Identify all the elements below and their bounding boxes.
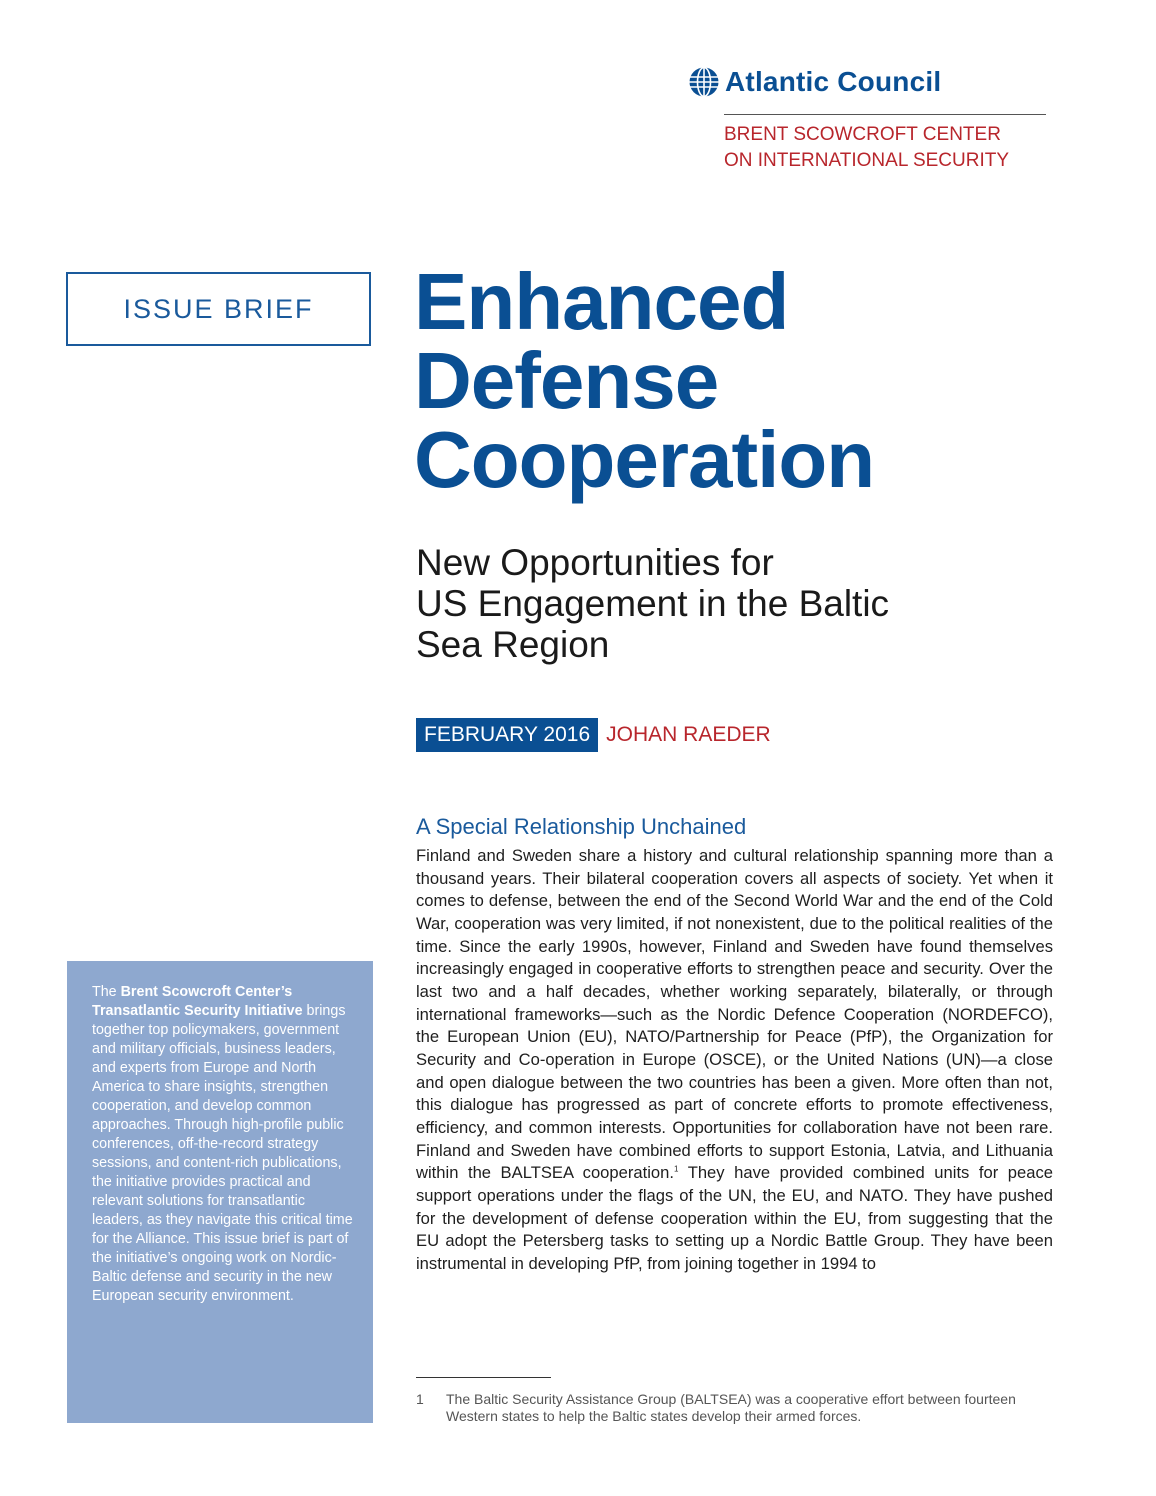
globe-icon: [688, 66, 720, 98]
sidebar-intro: The: [92, 984, 121, 1000]
document-title: Enhanced Defense Cooperation: [414, 257, 875, 504]
center-name: BRENT SCOWCROFT CENTER ON INTERNATIONAL SECURITY: [724, 124, 1010, 171]
footnote: [416, 1391, 1056, 1425]
footnote-reference[interactable]: 1: [674, 1164, 679, 1174]
org-name: Atlantic Council: [725, 66, 942, 97]
body-text-part-1: Finland and Sweden share a history and cultural relationship spanning more than a thousand years. Their bilateral cooperation covers all aspects of society. Yet when it comes to defense, between the end of the Second World War and the end of the Cold War, cooperation was very limited, if not nonexistent, due to the political realities of the time. Since the early 1990s, however, Finland and Sweden have found themselves increasingly engaged in cooperative efforts to strengthen peace and security. Over the last two and a half decades, whether working separately, bilaterally, or through international frameworks—such as the Nordic Defence Cooperation (NORDEFCO), the European Union (EU), NATO/Partnership for Peace (PfP), the Organization for Security and Co-operation in Europe (OSCE), or the United Nations (UN)—a close and open dialogue between the two countries has been a given. More often than not, this dialogue has progressed as part of concrete efforts to promote effectiveness, efficiency, and common interests. Opportunities for collaboration have not been rare. Finland and Sweden have combined efforts to support Estonia, Latvia, and Lithuania within the BALTSEA cooperation.: [416, 846, 1053, 1183]
issue-brief-text: ISSUE BRIEF: [123, 293, 314, 324]
byline: [416, 718, 771, 752]
sidebar-bold-text: Brent Scowcroft Center’s Transatlantic Security Initiative: [92, 984, 303, 1019]
author-name: JOHAN RAEDER: [606, 723, 771, 746]
publication-date: FEBRUARY 2016: [416, 718, 598, 752]
logo-row: [688, 66, 1048, 98]
document-subtitle: New Opportunities for US Engagement in the Baltic Sea Region: [416, 542, 890, 665]
body-text-part-2: They have provided combined units for peace support operations under the flags of the UN, the EU, and NATO. They have pushed for the development of defense cooperation within the EU, from suggesting that the EU adopt the Petersberg tasks to setting up a Nordic Battle Group. They have been instrumental in developing PfP, from joining together in 1994 to: [416, 1163, 1054, 1273]
footnote-number: 1: [416, 1391, 424, 1407]
footnote-text: The Baltic Security Assistance Group (BALTSEA) was a cooperative effort between fourteen Western states to help the Baltic states develop their armed forces.: [446, 1391, 1016, 1424]
atlantic-council-logo: [688, 66, 1048, 171]
sidebar-text: brings together top policymakers, government and military officials, business leaders, and experts from Europe and North America to share insights, strengthen cooperation, and develop common approaches. Through high-profile public conferences, off-the-record strategy sessions, and content-rich publications, the initiative provides practical and relevant solutions for transatlantic leaders, as they navigate this critical time for the Alliance. This issue brief is part of the initiative’s ongoing work on Nordic-Baltic defense and security in the new European security environment.: [92, 1003, 353, 1304]
logo-divider: [724, 114, 1046, 115]
issue-brief-label: [66, 272, 371, 346]
initiative-sidebar: [67, 961, 373, 1423]
body-paragraph: [416, 845, 1053, 1275]
section-heading: A Special Relationship Unchained: [416, 814, 747, 839]
footnote-divider: [416, 1377, 551, 1378]
